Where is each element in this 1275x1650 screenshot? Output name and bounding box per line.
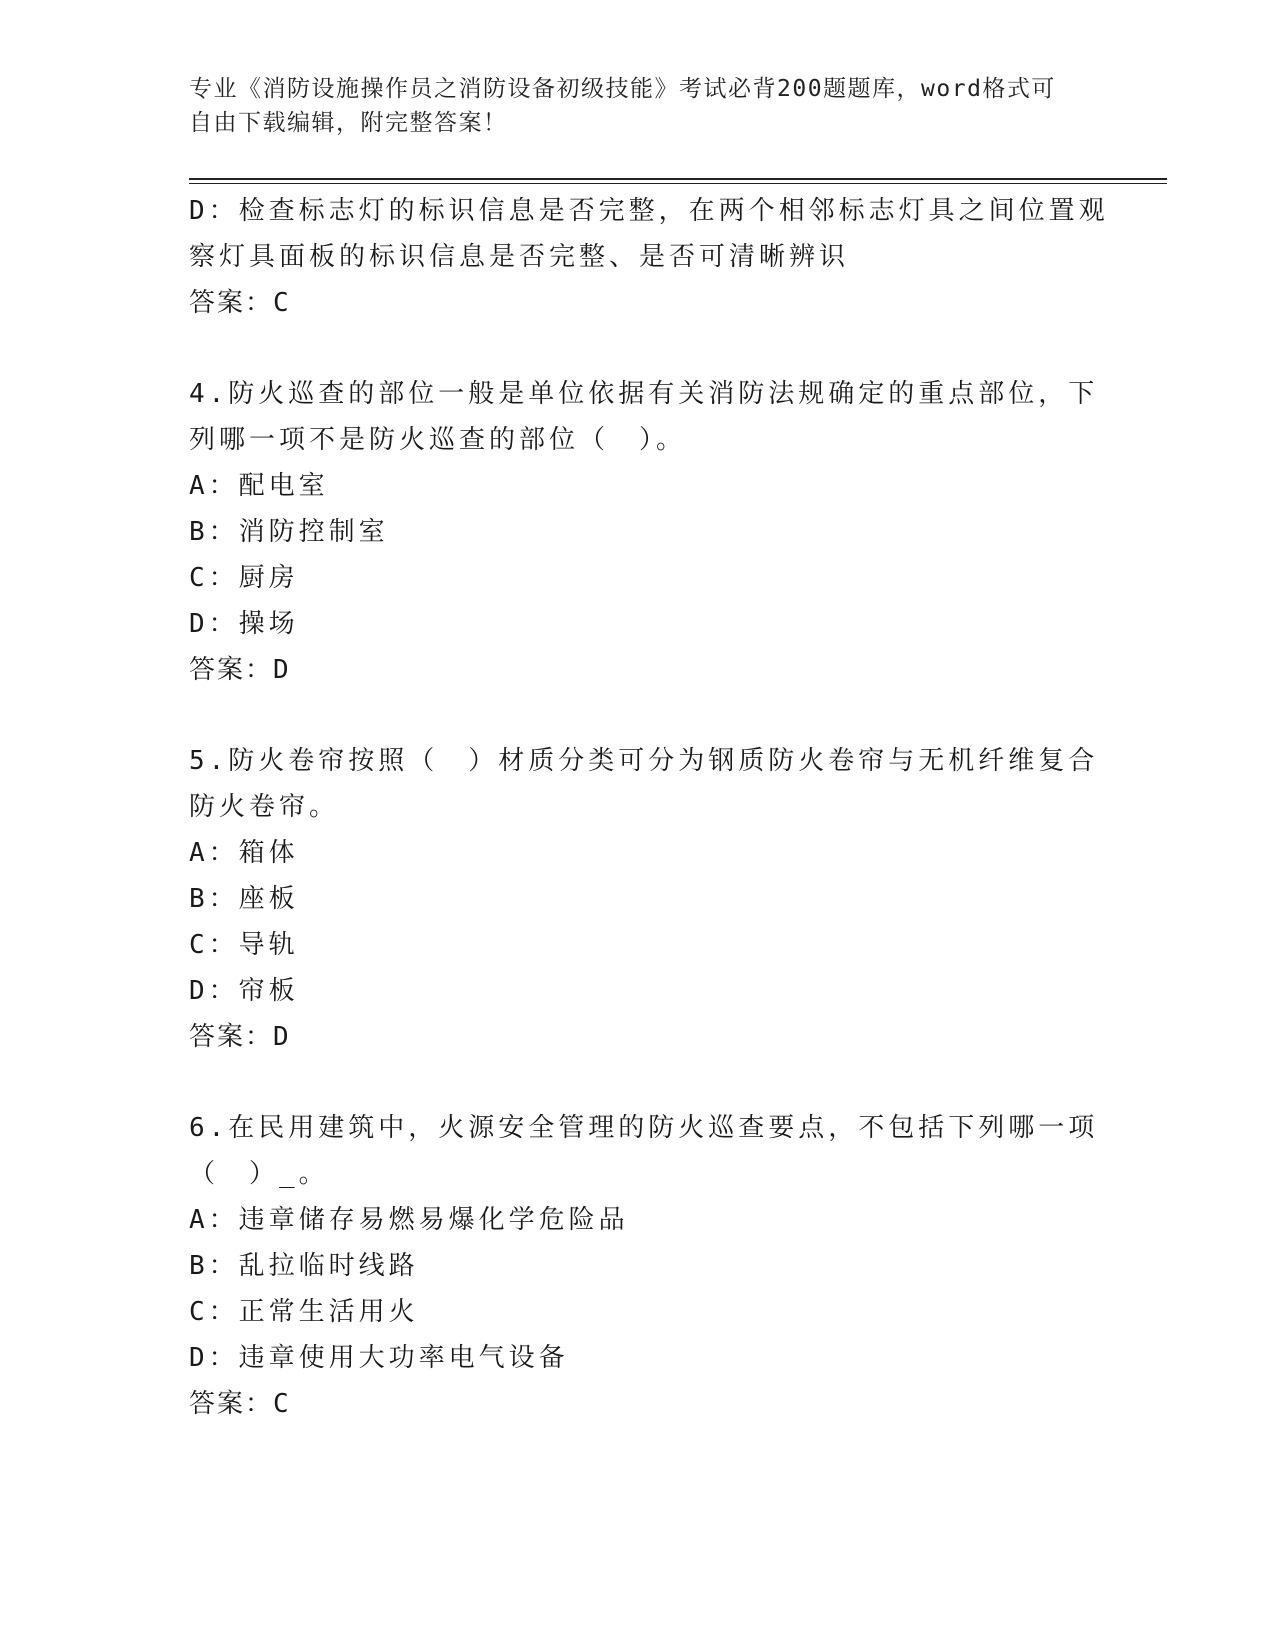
header-line-1: 专业《消防设施操作员之消防设备初级技能》考试必背200题题库，word格式可 xyxy=(189,76,1056,102)
question-text-line-2: （ ）_。 xyxy=(189,1159,329,1189)
answer-label: 答案：C xyxy=(189,1389,291,1419)
document-header xyxy=(189,72,1089,140)
question-text-line-1: 6.在民用建筑中，火源安全管理的防火巡查要点，不包括下列哪一项 xyxy=(189,1113,1099,1143)
question-3-continuation xyxy=(189,188,1109,326)
option-d: D：违章使用大功率电气设备 xyxy=(189,1343,569,1373)
question-text-line-2: 防火卷帘。 xyxy=(189,792,340,822)
option-b: B：消防控制室 xyxy=(189,517,389,547)
option-d: D：帘板 xyxy=(189,976,299,1006)
answer-label: 答案：D xyxy=(189,655,291,685)
answer-label: 答案：D xyxy=(189,1022,291,1052)
question-text-line-1: 5.防火卷帘按照（ ）材质分类可分为钢质防火卷帘与无机纤维复合 xyxy=(189,746,1099,776)
option-a: A：违章储存易燃易爆化学危险品 xyxy=(189,1205,629,1235)
option-d: D：操场 xyxy=(189,609,299,639)
option-c: C：导轨 xyxy=(189,930,299,960)
option-c: C：厨房 xyxy=(189,563,299,593)
question-5 xyxy=(189,738,1099,1060)
document-body xyxy=(189,188,1109,1427)
option-d-line-1: D：检查标志灯的标识信息是否完整，在两个相邻标志灯具之间位置观 xyxy=(189,196,1109,226)
answer-label: 答案：C xyxy=(189,288,291,318)
header-rule-thick xyxy=(189,178,1167,180)
header-line-2: 自由下载编辑，附完整答案！ xyxy=(189,110,508,136)
question-text-line-2: 列哪一项不是防火巡查的部位（ ）。 xyxy=(189,425,687,455)
question-text-line-1: 4.防火巡查的部位一般是单位依据有关消防法规确定的重点部位，下 xyxy=(189,379,1099,409)
option-d-line-2: 察灯具面板的标识信息是否完整、是否可清晰辨识 xyxy=(189,242,850,272)
question-4 xyxy=(189,371,1099,693)
header-rule-thin xyxy=(189,183,1167,184)
option-a: A：配电室 xyxy=(189,471,329,501)
option-a: A：箱体 xyxy=(189,838,299,868)
option-b: B：乱拉临时线路 xyxy=(189,1251,419,1281)
option-c: C：正常生活用火 xyxy=(189,1297,419,1327)
question-6 xyxy=(189,1105,1099,1427)
option-b: B：座板 xyxy=(189,884,299,914)
